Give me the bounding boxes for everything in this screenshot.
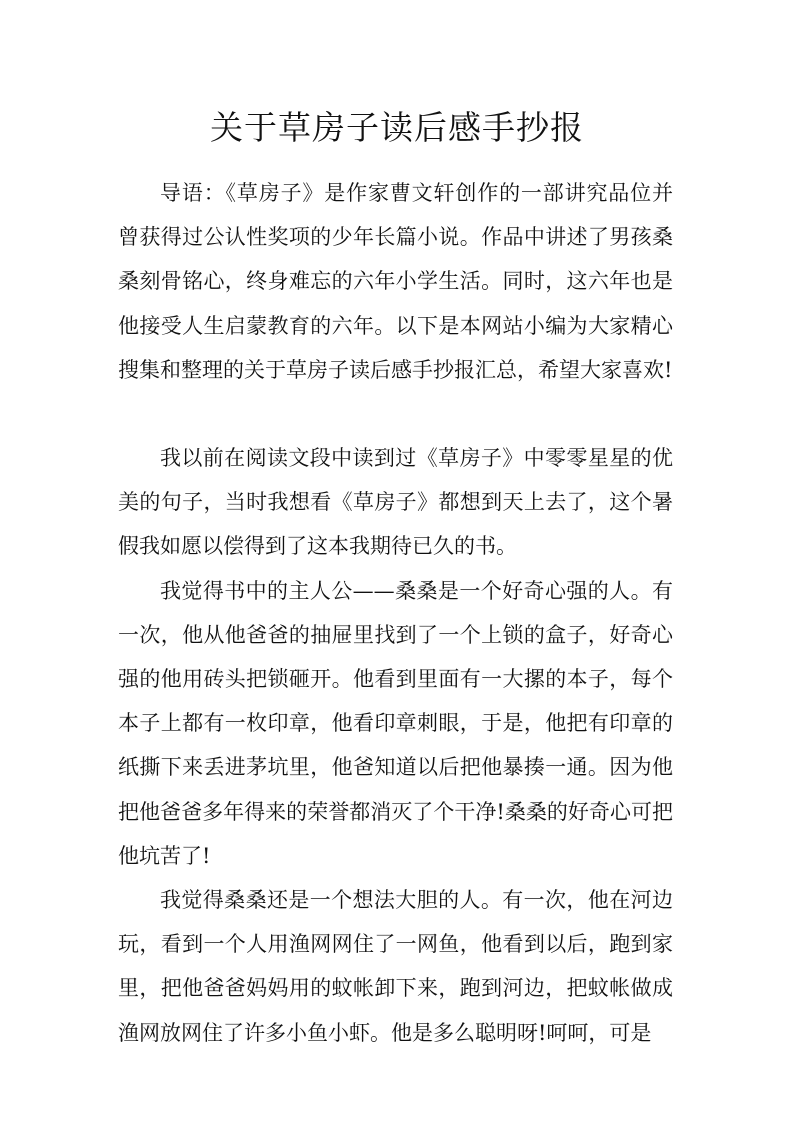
intro-paragraph: 导语：《草房子》是作家曹文轩创作的一部讲究品位并曾获得过公认性奖项的少年长篇小说。作品中讲述了男孩桑桑刻骨铭心，终身难忘的六年小学生活。同时，这六年也是他接受人生启蒙教育的六年。以下是本网站小编为大家精心搜集和整理的关于草房子读后感手抄报汇总，希望大家喜欢! <box>118 181 673 382</box>
page-title: 关于草房子读后感手抄报 <box>210 108 584 147</box>
paragraph-spacer <box>118 392 673 436</box>
article-body <box>118 171 673 1055</box>
body-paragraph-2: 我觉得书中的主人公——桑桑是一个好奇心强的人。有一次，他从他爸爸的抽屉里找到了一个上锁的盒子，好奇心强的他用砖头把锁砸开。他看到里面有一大摞的本子，每个本子上都有一枚印章，他看印章刺眼，于是，他把有印章的纸撕下来丢进茅坑里，他爸知道以后把他暴揍一通。因为他把他爸爸多年得来的荣誉都消灭了个干净!桑桑的好奇心可把他坑苦了! <box>118 578 673 868</box>
body-paragraph-3: 我觉得桑桑还是一个想法大胆的人。有一次，他在河边玩，看到一个人用渔网网住了一网鱼，他看到以后，跑到家里，把他爸爸妈妈用的蚊帐卸下来，跑到河边，把蚊帐做成渔网放网住了许多小鱼小虾。他是多么聪明呀!呵呵，可是 <box>118 888 673 1045</box>
body-paragraph-1: 我以前在阅读文段中读到过《草房子》中零零星星的优美的句子，当时我想看《草房子》都想到天上去了，这个暑假我如愿以偿得到了这本我期待已久的书。 <box>118 446 673 559</box>
